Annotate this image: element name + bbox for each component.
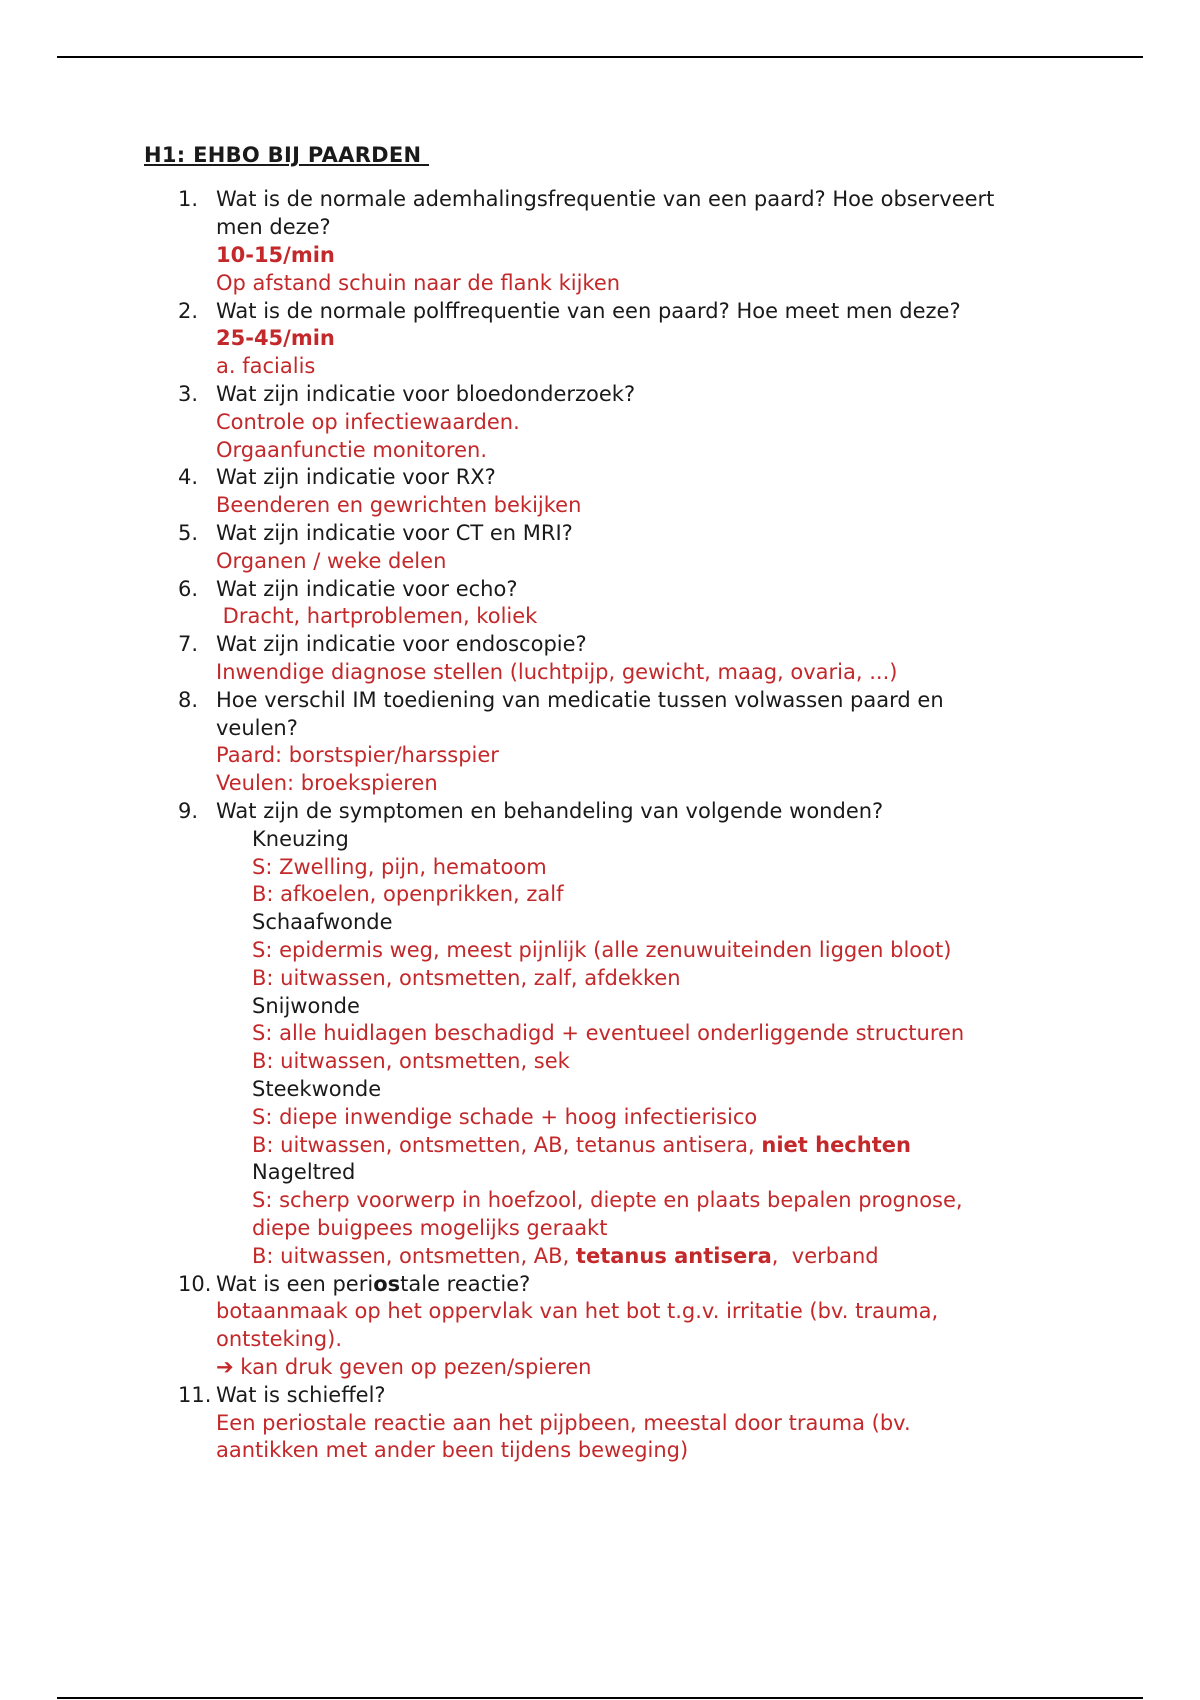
wound-symptom: S: diepe inwendige schade + hoog infectierisico: [252, 1105, 758, 1129]
top-rule: [57, 56, 1143, 58]
question-text: men deze?: [216, 215, 331, 239]
question-number: 8.: [178, 688, 199, 712]
answer-text: Beenderen en gewrichten bekijken: [216, 493, 582, 517]
wound-symptom: S: alle huidlagen beschadigd + eventueel onderliggende structuren: [252, 1021, 965, 1045]
question-number: 10.: [178, 1272, 212, 1296]
question-number: 2.: [178, 299, 199, 323]
question-text: Wat is de normale polffrequentie van een paard? Hoe meet men deze?: [216, 299, 961, 323]
question-number: 7.: [178, 632, 199, 656]
bottom-rule: [57, 1697, 1143, 1699]
answer-text: Paard: borstspier/harsspier: [216, 743, 499, 767]
answer-bold: 10-15/min: [216, 243, 335, 267]
wound-treatment-tail: , verband: [771, 1244, 879, 1268]
wound-treatment: B: uitwassen, ontsmetten, zalf, afdekken: [252, 966, 681, 990]
question-text: Wat zijn indicatie voor CT en MRI?: [216, 521, 573, 545]
question-text: Wat zijn indicatie voor RX?: [216, 465, 496, 489]
question-number: 11.: [178, 1383, 212, 1407]
question-number: 1.: [178, 187, 199, 211]
wound-treatment: B: afkoelen, openprikken, zalf: [252, 882, 564, 906]
answer-text: ➔ kan druk geven op pezen/spieren: [216, 1355, 592, 1379]
page-title: H1: EHBO BIJ PAARDEN: [144, 143, 430, 167]
answer-text: Veulen: broekspieren: [216, 771, 438, 795]
wound-name: Nageltred: [252, 1160, 356, 1184]
question-text-post: tale reactie?: [400, 1272, 531, 1296]
question-text: Wat is schieffel?: [216, 1383, 386, 1407]
question-text: [216, 1271, 530, 1297]
question-text: Wat is de normale ademhalingsfrequentie van een paard? Hoe observeert: [216, 187, 995, 211]
wound-symptom: diepe buigpees mogelijks geraakt: [252, 1216, 608, 1240]
answer-text: a. facialis: [216, 354, 316, 378]
question-number: 4.: [178, 465, 199, 489]
wound-treatment: B: uitwassen, ontsmetten, sek: [252, 1049, 570, 1073]
answer-text: Dracht, hartproblemen, koliek: [216, 604, 538, 628]
answer-text: botaanmaak op het oppervlak van het bot t.g.v. irritatie (bv. trauma,: [216, 1299, 939, 1323]
question-number: 6.: [178, 577, 199, 601]
question-text: Wat zijn de symptomen en behandeling van volgende wonden?: [216, 799, 884, 823]
answer-text: ontsteking).: [216, 1327, 342, 1351]
wound-treatment: [252, 1132, 911, 1158]
wound-treatment: [252, 1243, 879, 1269]
wound-symptom: S: scherp voorwerp in hoefzool, diepte en plaats bepalen prognose,: [252, 1188, 963, 1212]
question-text: Wat zijn indicatie voor bloedonderzoek?: [216, 382, 636, 406]
answer-text: Orgaanfunctie monitoren.: [216, 438, 488, 462]
wound-name: Snijwonde: [252, 994, 360, 1018]
answer-text: aantikken met ander been tijdens beweging): [216, 1438, 689, 1462]
wound-name: Steekwonde: [252, 1077, 382, 1101]
wound-name: Schaafwonde: [252, 910, 393, 934]
question-text: Hoe verschil IM toediening van medicatie tussen volwassen paard en: [216, 688, 944, 712]
question-number: 3.: [178, 382, 199, 406]
question-text: Wat zijn indicatie voor endoscopie?: [216, 632, 587, 656]
answer-text: Organen / weke delen: [216, 549, 447, 573]
wound-symptom: S: epidermis weg, meest pijnlijk (alle zenuwuiteinden liggen bloot): [252, 938, 952, 962]
wound-symptom: S: Zwelling, pijn, hematoom: [252, 855, 547, 879]
answer-text: Een periostale reactie aan het pijpbeen, meestal door trauma (bv.: [216, 1411, 911, 1435]
answer-bold: 25-45/min: [216, 326, 335, 350]
wound-treatment-text: B: uitwassen, ontsmetten, AB,: [252, 1244, 576, 1268]
question-number: 5.: [178, 521, 199, 545]
wound-name: Kneuzing: [252, 827, 349, 851]
question-text: Wat zijn indicatie voor echo?: [216, 577, 518, 601]
answer-text: Inwendige diagnose stellen (luchtpijp, gewicht, maag, ovaria, ...): [216, 660, 898, 684]
wound-treatment-emphasis: tetanus antisera: [575, 1244, 772, 1268]
question-text: veulen?: [216, 716, 298, 740]
question-number: 9.: [178, 799, 199, 823]
question-text-emphasis: os: [373, 1272, 401, 1296]
question-text-pre: Wat is een peri: [216, 1272, 374, 1296]
answer-text: Op afstand schuin naar de flank kijken: [216, 271, 621, 295]
wound-treatment-text: B: uitwassen, ontsmetten, AB, tetanus antisera,: [252, 1133, 762, 1157]
answer-text: Controle op infectiewaarden.: [216, 410, 520, 434]
wound-treatment-emphasis: niet hechten: [761, 1133, 911, 1157]
